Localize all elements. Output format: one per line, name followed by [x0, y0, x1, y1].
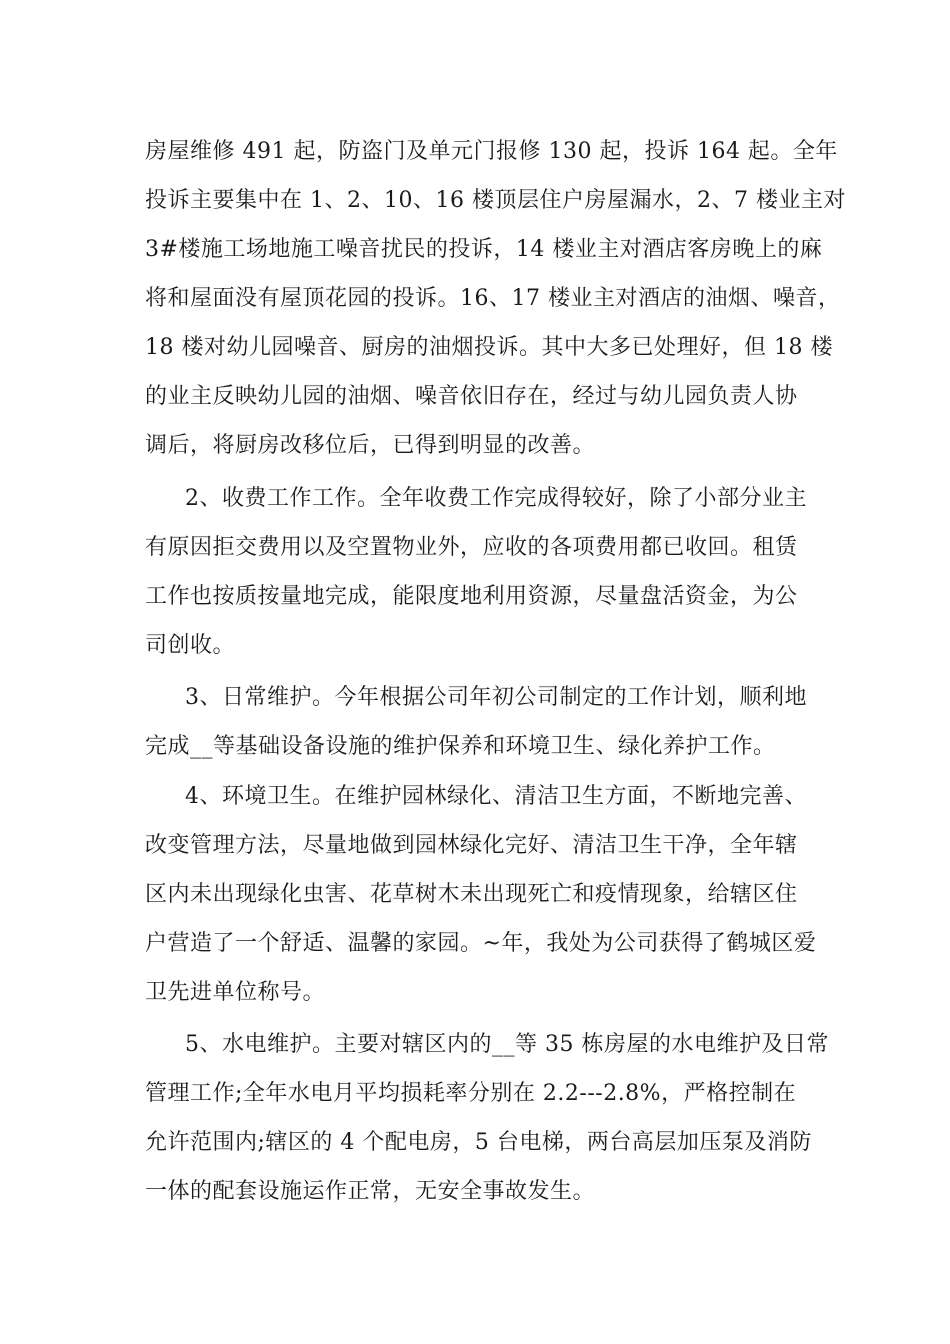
text-line: 3、日常维护。今年根据公司年初公司制定的工作计划，顺利地: [185, 685, 807, 710]
paragraph-daily-maintenance: [145, 673, 813, 771]
text-line: 管理工作;全年水电月平均损耗率分别在 2.2---2.8%，严格控制在: [145, 1081, 797, 1106]
paragraph-complaints: [145, 127, 846, 470]
text-line: 改变管理方法，尽量地做到园林绿化完好、清洁卫生干净，全年辖: [145, 833, 798, 858]
text-line: 一体的配套设施运作正常，无安全事故发生。: [145, 1179, 596, 1204]
paragraph-environment: [145, 772, 817, 1017]
text-line: 3#楼施工场地施工噪音扰民的投诉，14 楼业主对酒店客房晚上的麻: [145, 237, 823, 262]
text-line: 5、水电维护。主要对辖区内的__等 35 栋房屋的水电维护及日常: [185, 1032, 829, 1057]
text-line: 的业主反映幼儿园的油烟、噪音依旧存在，经过与幼儿园负责人协: [145, 384, 798, 409]
text-line: 4、环境卫生。在维护园林绿化、清洁卫生方面，不断地完善、: [185, 784, 807, 809]
text-line: 区内未出现绿化虫害、花草树木未出现死亡和疫情现象，给辖区住: [145, 882, 798, 907]
text-line: 卫先进单位称号。: [145, 980, 326, 1005]
text-line: 房屋维修 491 起，防盗门及单元门报修 130 起，投诉 164 起。全年: [145, 139, 838, 164]
paragraph-fee-collection: [145, 474, 813, 670]
text-line: 有原因拒交费用以及空置物业外，应收的各项费用都已收回。租赁: [145, 535, 798, 560]
text-line: 调后，将厨房改移位后，已得到明显的改善。: [145, 433, 596, 458]
text-line: 投诉主要集中在 1、2、10、16 楼顶层住户房屋漏水，2、7 楼业主对: [145, 188, 846, 213]
text-line: 户营造了一个舒适、温馨的家园。~年，我处为公司获得了鹤城区爱: [145, 931, 817, 956]
text-line: 允许范围内;辖区的 4 个配电房，5 台电梯，两台高层加压泵及消防: [145, 1130, 812, 1155]
text-line: 18 楼对幼儿园噪音、厨房的油烟投诉。其中大多已处理好，但 18 楼: [145, 335, 833, 360]
paragraph-utilities: [145, 1020, 829, 1216]
text-line: 将和屋面没有屋顶花园的投诉。16、17 楼业主对酒店的油烟、噪音，: [145, 286, 841, 311]
text-line: 2、收费工作工作。全年收费工作完成得较好，除了小部分业主: [185, 486, 807, 511]
text-line: 完成__等基础设备设施的维护保养和环境卫生、绿化养护工作。: [145, 734, 776, 759]
text-line: 工作也按质按量地完成，能限度地利用资源，尽量盘活资金，为公: [145, 584, 798, 609]
text-line: 司创收。: [145, 633, 236, 658]
